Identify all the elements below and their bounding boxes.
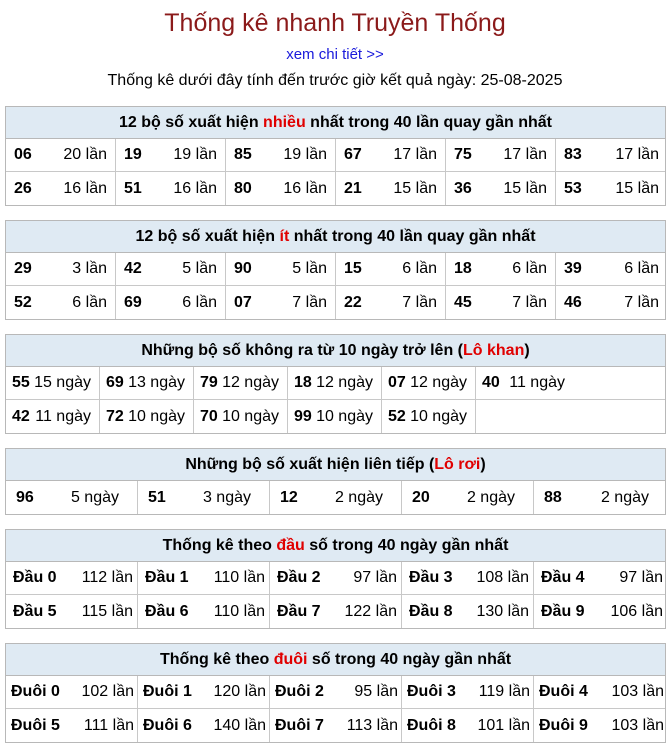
stat-value: 2 ngày (334, 488, 383, 506)
stat-value: 2 ngày (600, 488, 649, 506)
stat-value: 122 lần (344, 602, 397, 620)
stat-value: 2 ngày (466, 488, 515, 506)
stat-cell (382, 367, 476, 399)
stat-value: 111 lần (83, 716, 134, 734)
stat-value: 13 ngày (128, 374, 185, 391)
stat-cell (534, 709, 667, 742)
lo-roi-section (5, 448, 666, 515)
stat-cell (226, 253, 336, 285)
stat-key: 83 (564, 146, 582, 163)
stat-value: 3 ngày (202, 488, 251, 506)
least-frequent-header (6, 221, 665, 253)
stat-value: 16 lần (283, 179, 327, 197)
stat-cell (138, 709, 270, 742)
stat-cell (556, 139, 667, 171)
stat-key: 69 (124, 293, 142, 311)
stat-value: 15 lần (615, 179, 659, 197)
stat-key: 55 (12, 374, 30, 391)
stat-cell (138, 676, 270, 708)
stat-cell (534, 562, 667, 594)
header-text: Thống kê theo (162, 537, 277, 554)
header-text: ) (524, 342, 530, 359)
table-row (6, 286, 665, 319)
stat-value: 15 ngày (34, 374, 91, 391)
stat-value: 110 lần (213, 569, 265, 586)
stat-cell (226, 172, 336, 205)
stat-key: 07 (234, 293, 252, 311)
stat-cell (194, 400, 288, 433)
stat-value: 103 lần (611, 683, 664, 700)
table-row (6, 709, 665, 742)
stat-cell (556, 286, 667, 319)
stat-cell (6, 562, 138, 594)
stat-cell (6, 139, 116, 171)
stat-value: 140 lần (213, 716, 266, 734)
stat-cell (402, 562, 534, 594)
stat-cell (336, 139, 446, 171)
stat-value: 5 lần (182, 260, 217, 277)
table-row (6, 367, 665, 400)
stat-key: 36 (454, 179, 472, 197)
stat-value: 6 lần (624, 260, 659, 277)
stat-value: 101 lần (477, 716, 530, 734)
header-text: 12 bộ số xuất hiện (119, 114, 264, 131)
header-highlight: đầu (276, 537, 305, 554)
stat-value: 115 lần (81, 602, 133, 620)
stat-key: 88 (544, 488, 562, 506)
stat-cell (336, 286, 446, 319)
most-frequent-section (5, 106, 666, 206)
stat-key: Đuôi 3 (407, 683, 456, 700)
stat-value: 7 lần (292, 293, 327, 311)
stat-key: 67 (344, 146, 362, 163)
stat-key: Đuôi 1 (143, 683, 192, 700)
detail-link-wrap (0, 46, 670, 64)
stat-cell (6, 367, 100, 399)
stat-cell (402, 595, 534, 628)
stat-cell (270, 709, 402, 742)
stat-key: 19 (124, 146, 142, 163)
stat-value: 95 lần (354, 683, 398, 700)
stat-key: 42 (12, 407, 30, 425)
stat-key: Đuôi 2 (275, 683, 324, 700)
stat-cell (270, 481, 402, 514)
stat-value: 12 ngày (316, 374, 373, 391)
stat-cell (556, 172, 667, 205)
stat-cell (534, 595, 667, 628)
stat-cell (402, 481, 534, 514)
header-highlight: ít (279, 228, 290, 245)
stat-value: 6 lần (72, 293, 107, 311)
stat-value: 10 ngày (222, 407, 279, 425)
stat-cell (100, 367, 194, 399)
stat-key: 96 (16, 488, 34, 506)
header-text: nhất trong 40 lần quay gần nhất (305, 114, 552, 131)
stat-value: 10 ngày (128, 407, 185, 425)
header-highlight: đuôi (273, 651, 308, 668)
stat-cell (476, 400, 573, 433)
stat-cell (476, 367, 573, 399)
stat-value: 103 lần (611, 716, 664, 734)
stat-key: 51 (148, 488, 166, 506)
header-text: số trong 40 ngày gần nhất (307, 651, 512, 668)
stat-value: 6 lần (402, 260, 437, 277)
stat-key: 12 (280, 488, 298, 506)
stat-value: 12 ngày (222, 374, 279, 391)
least-frequent-section (5, 220, 666, 320)
dau-stats-section (5, 529, 666, 629)
table-row (6, 172, 665, 205)
stat-key: Đầu 6 (145, 602, 189, 620)
stat-cell (116, 253, 226, 285)
stat-cell (288, 400, 382, 433)
stat-value: 20 lần (63, 146, 107, 163)
view-details-link[interactable]: xem chi tiết >> (286, 46, 384, 63)
stat-cell (6, 400, 100, 433)
stat-value: 7 lần (402, 293, 437, 311)
stat-value: 112 lần (81, 569, 133, 586)
table-row (6, 595, 665, 628)
stat-value: 113 lần (346, 716, 398, 734)
stat-value: 19 lần (283, 146, 327, 163)
stat-cell (446, 286, 556, 319)
stat-key: 07 (388, 374, 406, 391)
stat-cell (556, 253, 667, 285)
table-row (6, 139, 665, 172)
stat-key: Đuôi 4 (539, 683, 588, 700)
stat-key: 29 (14, 260, 32, 277)
stat-cell (534, 481, 667, 514)
header-text: 12 bộ số xuất hiện (135, 228, 280, 245)
stat-value: 7 lần (512, 293, 547, 311)
stat-key: Đầu 0 (13, 569, 57, 586)
stat-key: Đầu 5 (13, 602, 57, 620)
stat-cell (6, 709, 138, 742)
stat-cell (194, 367, 288, 399)
stat-key: 26 (14, 179, 32, 197)
stat-cell (226, 286, 336, 319)
header-text: ) (480, 456, 486, 473)
stat-cell (6, 286, 116, 319)
stat-key: 85 (234, 146, 252, 163)
stat-value: 120 lần (213, 683, 266, 700)
stat-key: Đuôi 9 (539, 716, 588, 734)
stat-value: 10 ngày (316, 407, 373, 425)
stat-value: 11 ngày (509, 374, 565, 391)
stat-key: 39 (564, 260, 582, 277)
stat-key: 99 (294, 407, 312, 425)
stat-value: 108 lần (476, 569, 529, 586)
stat-key: 72 (106, 407, 124, 425)
stat-cell (6, 172, 116, 205)
stat-cell (116, 172, 226, 205)
stat-key: 79 (200, 374, 218, 391)
lo-khan-section (5, 334, 666, 434)
stat-key: 18 (454, 260, 472, 277)
header-text: số trong 40 ngày gần nhất (304, 537, 509, 554)
stat-value: 19 lần (173, 146, 217, 163)
stat-cell (6, 676, 138, 708)
header-text: Những bộ số xuất hiện liên tiếp ( (185, 456, 435, 473)
stat-key: Đầu 9 (541, 602, 585, 620)
stat-cell (446, 253, 556, 285)
stat-key: 46 (564, 293, 582, 311)
stat-key: Đầu 7 (277, 602, 321, 620)
stat-key: Đầu 2 (277, 569, 321, 586)
stat-value: 16 lần (63, 179, 107, 197)
stat-value: 7 lần (624, 293, 659, 311)
stat-key: Đầu 4 (541, 569, 585, 586)
stat-value: 102 lần (81, 683, 134, 700)
stat-cell (6, 253, 116, 285)
stat-cell (288, 367, 382, 399)
stat-key: 80 (234, 179, 252, 197)
stat-cell (6, 595, 138, 628)
stat-cell (382, 400, 476, 433)
stat-cell (446, 172, 556, 205)
stat-value: 130 lần (476, 602, 529, 620)
stat-value: 6 lần (512, 260, 547, 277)
stat-key: Đuôi 7 (275, 716, 324, 734)
stat-cell (270, 562, 402, 594)
stat-value: 5 lần (292, 260, 327, 277)
stat-cell (100, 400, 194, 433)
most-frequent-header (6, 107, 665, 139)
header-highlight: nhiều (263, 114, 306, 131)
stat-key: Đuôi 0 (11, 683, 60, 700)
report-date-subtitle: Thống kê dưới đây tính đến trước giờ kết quả ngày: 25-08-2025 (107, 72, 563, 89)
lo-roi-header (6, 449, 665, 481)
stat-value: 16 lần (173, 179, 217, 197)
stat-key: Đuôi 5 (11, 716, 60, 734)
stat-cell (402, 709, 534, 742)
stat-cell (226, 139, 336, 171)
stat-value: 97 lần (619, 569, 663, 586)
stat-key: 75 (454, 146, 472, 163)
duoi-stats-header (6, 644, 665, 676)
stat-value: 10 ngày (410, 407, 467, 425)
header-text: Những bộ số không ra từ 10 ngày trở lên ( (141, 342, 463, 359)
stat-key: 53 (564, 179, 582, 197)
stat-value: 119 lần (478, 683, 530, 700)
dau-stats-header (6, 530, 665, 562)
stat-value: 17 lần (393, 146, 437, 163)
table-row (6, 562, 665, 595)
stat-key: 52 (388, 407, 406, 425)
stat-key: 15 (344, 260, 362, 277)
stat-value: 3 lần (72, 260, 107, 277)
stat-value: 106 lần (610, 602, 663, 620)
stat-cell (270, 595, 402, 628)
stat-value: 11 ngày (35, 407, 91, 425)
stat-value: 110 lần (213, 602, 265, 620)
stat-cell (402, 676, 534, 708)
stat-cell (138, 595, 270, 628)
stat-cell (270, 676, 402, 708)
stat-cell (6, 481, 138, 514)
stat-value: 17 lần (503, 146, 547, 163)
page-title: Thống kê nhanh Truyền Thống (164, 9, 506, 37)
stat-key: 45 (454, 293, 472, 311)
stat-value: 6 lần (182, 293, 217, 311)
stat-cell (336, 253, 446, 285)
header-text: nhất trong 40 lần quay gần nhất (289, 228, 536, 245)
stat-key: 70 (200, 407, 218, 425)
stat-key: Đuôi 8 (407, 716, 456, 734)
header-highlight: Lô khan (463, 342, 525, 359)
stat-key: 40 (482, 374, 500, 391)
stat-cell (446, 139, 556, 171)
stat-key: 18 (294, 374, 312, 391)
stat-value: 17 lần (615, 146, 659, 163)
table-row (6, 481, 665, 514)
stat-key: 51 (124, 179, 142, 197)
stat-key: 22 (344, 293, 362, 311)
table-row (6, 400, 665, 433)
stat-key: Đuôi 6 (143, 716, 192, 734)
stat-key: 06 (14, 146, 32, 163)
stat-key: 69 (106, 374, 124, 391)
stat-key: 20 (412, 488, 430, 506)
stat-cell (336, 172, 446, 205)
stat-key: Đầu 3 (409, 569, 453, 586)
table-row (6, 253, 665, 286)
table-row (6, 676, 665, 709)
stat-cell (116, 286, 226, 319)
lo-khan-header (6, 335, 665, 367)
stat-cell (116, 139, 226, 171)
stat-key: Đầu 8 (409, 602, 453, 620)
stat-value: 15 lần (503, 179, 547, 197)
stat-key: 52 (14, 293, 32, 311)
stat-value: 15 lần (393, 179, 437, 197)
stat-key: 90 (234, 260, 252, 277)
stat-cell (138, 562, 270, 594)
stat-value: 97 lần (353, 569, 397, 586)
stat-key: 21 (344, 179, 362, 197)
stat-key: 42 (124, 260, 142, 277)
duoi-stats-section (5, 643, 666, 743)
stat-value: 12 ngày (410, 374, 467, 391)
header-text: Thống kê theo (159, 651, 274, 668)
header-highlight: Lô rơi (434, 456, 481, 473)
stat-cell (534, 676, 667, 708)
stat-key: Đầu 1 (145, 569, 189, 586)
stat-value: 5 ngày (70, 488, 119, 506)
stat-cell (138, 481, 270, 514)
